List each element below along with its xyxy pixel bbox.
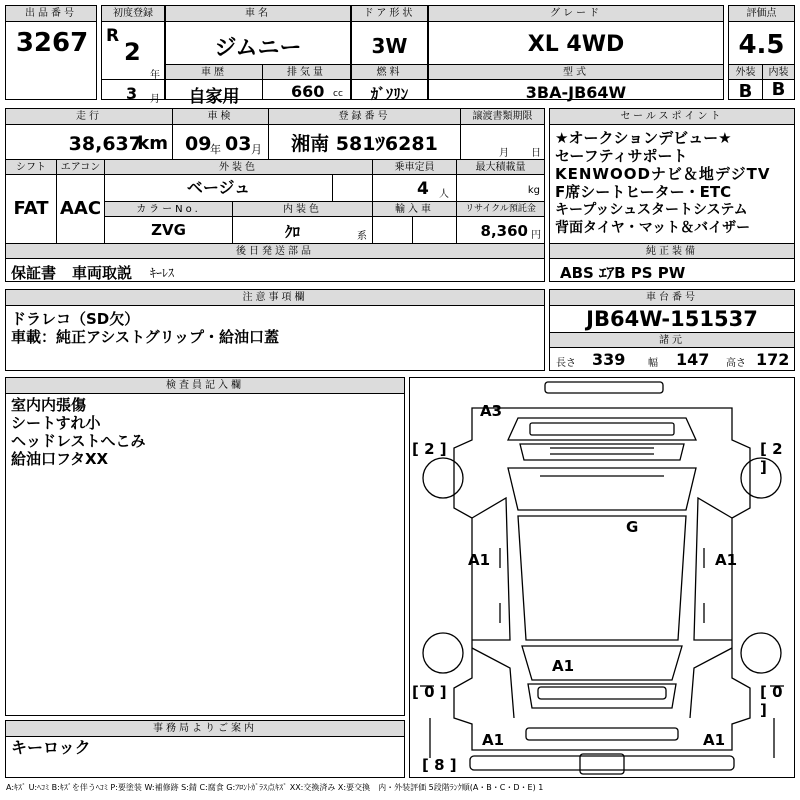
capacity: 4 <box>417 179 429 199</box>
capacity-cell <box>372 175 456 201</box>
sales-point-1: ★オークションデビュー★ <box>555 129 732 147</box>
model-label: 型式 <box>429 64 723 80</box>
color-label: 外装色 <box>104 159 372 175</box>
length-label: 長さ <box>556 358 576 369</box>
legend: A:ｷｽﾞ U:ﾍｺﾐ B:ｷｽﾞを伴うﾍｺﾐ P:要塗装 W:補修跡 S:錆 C:腐食 G:ﾌﾛﾝﾄｶﾞﾗｽ点ｷｽﾞ XX:交換済み X:要交換 内・外装評価 5段階ﾗﾝｸ順(A・B・C・D・E) 1 <box>6 783 544 792</box>
equipment: ABS ｴｱB PS PW <box>560 264 686 282</box>
import-cell <box>372 217 412 243</box>
equipment-label: 純正装備 <box>550 243 794 259</box>
office-label: 事務局よりご案内 <box>6 721 404 737</box>
recycle-label: リサイクル預託金 <box>456 201 544 217</box>
interior-unit: 系 <box>357 231 367 242</box>
color-no-label: カラーNo. <box>104 201 232 217</box>
office-box <box>5 720 405 778</box>
load-unit: kg <box>527 185 540 196</box>
mark-a1-bottom: A1 <box>552 657 575 675</box>
mileage-unit: km <box>137 133 168 154</box>
tread-front-left-value: 2 <box>424 440 435 458</box>
score-label: 評価点 <box>729 6 794 22</box>
displacement-cell <box>262 80 350 100</box>
tread-spare: [ 8 ] <box>422 756 457 774</box>
ext-label: 外装 <box>729 64 762 80</box>
vehicle-details-box <box>5 108 545 282</box>
transfer-cell <box>460 125 544 159</box>
displacement-unit: cc <box>333 89 343 99</box>
tread-front-left: [ 2 ] <box>412 440 447 458</box>
grade-box <box>428 5 724 100</box>
mark-a1-lower-right: A1 <box>703 731 726 749</box>
car-name-label: 車名 <box>166 6 350 22</box>
length: 339 <box>592 350 626 369</box>
recycle-cell <box>456 217 544 243</box>
first-registration-box <box>101 5 165 105</box>
plate-label: 登録番号 <box>268 109 460 125</box>
recycle: 8,360 <box>480 222 528 240</box>
transfer-label: 譲渡書類期限 <box>460 109 544 125</box>
sales-point-2: セーフティサポート <box>555 147 688 165</box>
score-box <box>728 5 795 100</box>
tread-rear-right: [ 0 ] <box>760 683 783 719</box>
dims-row <box>550 348 794 370</box>
inspection-label: 車検 <box>172 109 268 125</box>
inspector-box <box>5 377 405 716</box>
docs-item-3: ｷｰﾚｽ <box>150 266 175 280</box>
car-name-box <box>165 5 351 107</box>
tread-rear-left-value: 0 <box>424 683 435 701</box>
reg-month-divider <box>102 79 164 80</box>
dims-label: 諸元 <box>550 332 794 348</box>
width: 147 <box>676 350 710 369</box>
mark-a1-left: A1 <box>468 551 491 569</box>
inspector-label: 検査員記入欄 <box>6 378 404 394</box>
docs-item-1: 保証書 <box>11 264 57 281</box>
mark-a1-lower-left: A1 <box>482 731 505 749</box>
insp-year: 09 <box>185 133 212 155</box>
color-extra <box>332 175 372 201</box>
sales-points-label: セールスポイント <box>550 109 794 125</box>
displacement: 660 <box>291 82 325 100</box>
displacement-label: 排気量 <box>262 64 350 80</box>
notes-line-2: 車載：純正アシストグリップ・給油口蓋 <box>11 328 280 346</box>
reg-year: 2 <box>124 38 141 66</box>
reg-month-unit: 月 <box>150 94 160 105</box>
car-diagram <box>409 377 795 778</box>
inspector-line-1: 室内内張傷 <box>11 396 87 414</box>
score: 4.5 <box>738 30 785 60</box>
tread-rear-left: [ 0 ] <box>412 683 447 701</box>
inspector-line-3: ヘッドレストへこみ <box>11 432 146 450</box>
color-no: ZVG <box>104 217 232 243</box>
door: 3W <box>371 34 408 58</box>
insp-month-unit: 月 <box>251 143 262 156</box>
tread-rear-right-value: 0 <box>772 683 783 701</box>
door-label: ドア形状 <box>352 6 427 22</box>
interior-color: ｸﾛ <box>285 223 301 241</box>
capacity-unit: 人 <box>439 189 449 200</box>
ac: AAC <box>56 175 104 243</box>
import-label: 輸入車 <box>372 201 456 217</box>
grade: XL 4WD <box>527 32 625 57</box>
shift: FAT <box>13 198 49 219</box>
inspector-line-2: シートすれ小 <box>11 414 101 432</box>
height-label: 高さ <box>726 358 746 369</box>
load-cell <box>456 175 544 201</box>
tread-front-right: [ 2 ] <box>760 440 783 476</box>
load-label: 最大積載量 <box>456 159 544 175</box>
width-label: 幅 <box>648 358 658 369</box>
plate: 湘南 581ﾂ6281 <box>268 125 460 159</box>
docs-label: 後日発送部品 <box>6 243 544 259</box>
transfer-day: 日 <box>531 148 541 159</box>
lot-number: 3267 <box>15 28 89 58</box>
sales-point-5: キープッシュスタートシステム <box>555 202 748 218</box>
inspection-cell <box>172 125 268 159</box>
chassis-number: JB64W-151537 <box>586 307 758 331</box>
docs-item-2: 車両取説 <box>72 264 133 281</box>
tread-front-right-value: 2 <box>772 440 783 458</box>
lot-number-label: 出品番号 <box>6 6 96 22</box>
capacity-label: 乗車定員 <box>372 159 456 175</box>
interior-color-label: 内装色 <box>232 201 372 217</box>
int-label: 内装 <box>762 64 794 80</box>
history-label: 車歴 <box>166 64 262 80</box>
ac-label: エアコン <box>56 159 104 175</box>
notes-box <box>5 289 545 371</box>
history: 自家用 <box>188 87 240 107</box>
insp-month: 03 <box>225 133 252 155</box>
sales-point-4: F席シートヒーター・ETC <box>555 183 732 201</box>
mark-a1-right: A1 <box>715 551 738 569</box>
mark-a3-top: A3 <box>480 402 503 420</box>
recycle-unit: 円 <box>531 230 541 241</box>
mileage-cell <box>6 125 172 159</box>
transfer-month: 月 <box>499 148 509 159</box>
grade-label: グレード <box>429 6 723 22</box>
interior-color-cell <box>232 217 372 243</box>
import-cell-2 <box>412 217 456 243</box>
sales-point-6: 背面タイヤ・マット＆バイザー <box>555 220 751 236</box>
fuel-label: 燃料 <box>352 64 427 80</box>
lot-number-box <box>5 5 97 100</box>
fuel: ｶﾞｿﾘﾝ <box>370 85 409 103</box>
height: 172 <box>756 350 790 369</box>
color: ベージュ <box>104 175 332 201</box>
model: 3BA-JB64W <box>525 83 627 102</box>
mileage-label: 走行 <box>6 109 172 125</box>
mileage: 38,637 <box>68 133 142 155</box>
inspector-line-4: 給油口フタXX <box>11 450 109 468</box>
reg-month: 3 <box>126 84 138 103</box>
car-name: ジムニー <box>214 36 302 61</box>
shift-label: シフト <box>6 159 56 175</box>
office-text: キーロック <box>11 739 91 757</box>
insp-year-unit: 年 <box>210 143 221 156</box>
chassis-label: 車台番号 <box>550 290 794 306</box>
chassis-box <box>549 289 795 371</box>
notes-label: 注意事項欄 <box>6 290 544 306</box>
car-outline <box>410 378 794 777</box>
ext-score: B <box>738 81 753 102</box>
notes-line-1: ドラレコ（SD欠） <box>11 310 140 328</box>
int-score: B <box>762 80 794 100</box>
tread-spare-value: 8 <box>434 756 445 774</box>
mark-g-roof: G <box>626 518 639 536</box>
sales-point-3: KENWOODナビ＆地デジTV <box>555 165 771 183</box>
reg-year-unit: 年 <box>150 70 160 81</box>
sales-points-box <box>549 108 795 282</box>
docs-cell <box>6 259 544 281</box>
era: R <box>106 26 120 46</box>
door-box <box>351 5 428 103</box>
first-reg-label: 初度登録 <box>102 6 164 22</box>
